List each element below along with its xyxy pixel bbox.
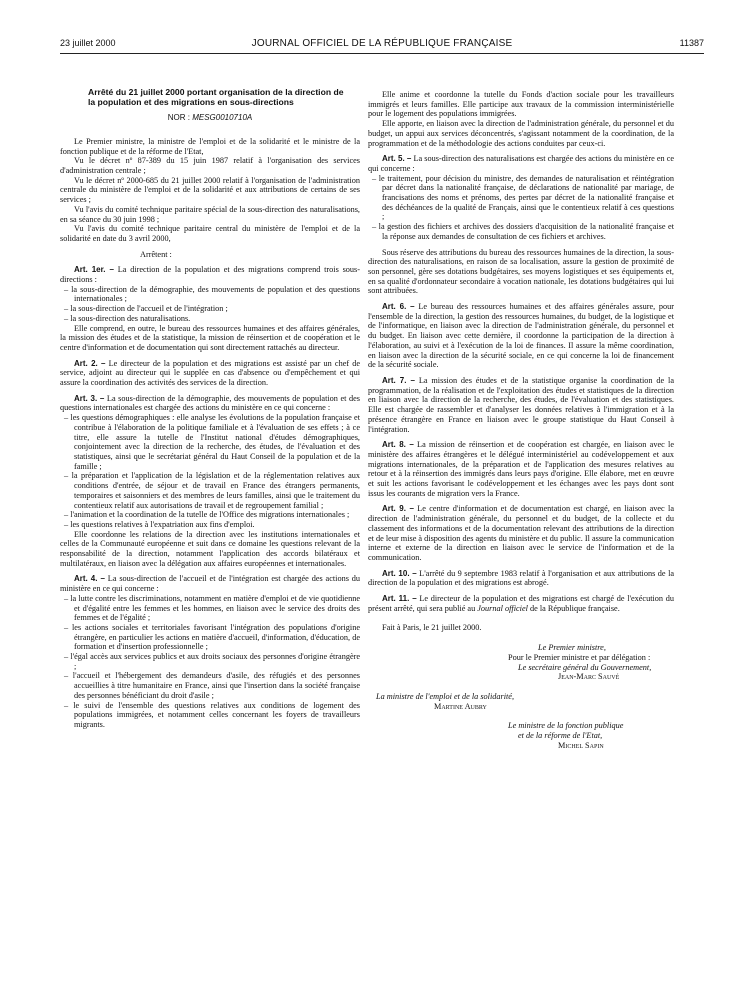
left-column bbox=[60, 88, 360, 730]
header-date: 23 juillet 2000 bbox=[60, 38, 116, 48]
article-11 bbox=[368, 594, 674, 613]
article-label: Art. 6. – bbox=[382, 302, 415, 312]
signatory-name: Michel Sapin bbox=[558, 740, 604, 750]
decree-title: Arrêté du 21 juillet 2000 portant organisation de la direction de la population et des migrations en sous-directions bbox=[88, 87, 344, 107]
article-paragraph: Elle apporte, en liaison avec la direction de l'administration générale, du personnel et du budget, un appui aux services déconcentrés, s'agissant notamment de la coordination, de la programmation et de la méthodologie des actions conduites par ceux-ci. bbox=[368, 119, 674, 148]
article-text: La sous-direction des naturalisations est chargée des actions du ministère en ce qui concerne : bbox=[368, 154, 675, 173]
visa-paragraph: Vu le décret nº 87-389 du 15 juin 1987 relatif à l'organisation des services d'administration centrale ; bbox=[60, 156, 360, 175]
signatory-title: Le Premier ministre, bbox=[538, 643, 606, 653]
signatory-delegation: Pour le Premier ministre et par délégation : bbox=[508, 652, 651, 662]
article-paragraph: Elle comprend, en outre, le bureau des ressources humaines et des affaires générales, la mission des études et de la statistique, la mission de réinsertion et de coopération et le centre d'information et de documentation qui sont directement rattachés au directeur. bbox=[60, 323, 360, 352]
list-item: – la sous-direction des naturalisations. bbox=[60, 314, 360, 324]
article-label: Art. 7. – bbox=[382, 375, 415, 385]
list-item: – les questions relatives à l'expatriation aux fins d'emploi. bbox=[60, 520, 360, 530]
signatory-title: Le secrétaire général du Gouvernement, bbox=[518, 662, 652, 672]
visa-paragraph: Vu le décret nº 2000-685 du 21 juillet 2000 relatif à l'organisation de l'administration centrale du ministère de l'emploi et de la solidarité et aux attributions de certains de ses services ; bbox=[60, 175, 360, 205]
header-page-number: 11387 bbox=[679, 38, 704, 48]
list-item: – l'accueil et l'hébergement des demandeurs d'asile, des réfugiés et des personnes accueillies à titre humanitaire en France, ainsi que l'insertion dans la société française des personnes bénéficiant du droit d'asile ; bbox=[60, 671, 360, 700]
preamble-paragraph: Le Premier ministre, la ministre de l'emploi et de la solidarité et le ministre de la fonction publique et de la réforme de l'Etat, bbox=[60, 136, 360, 156]
article-8 bbox=[368, 440, 674, 498]
signatory-name: Martine Aubry bbox=[434, 701, 487, 711]
article-label: Art. 1er. – bbox=[74, 265, 114, 275]
list-item: – le traitement, pour décision du ministre, des demandes de naturalisation et réintégration par décret dans la nationalité française, de déclarations de nationalité par mariage, de francisations des noms et prénoms, des pertes par décret de la nationalité française et des déchéances de la qualité de Français, ainsi que le contentieux relatif à ces questions ; bbox=[368, 174, 674, 223]
visa-paragraph: Vu l'avis du comité technique paritaire spécial de la sous-direction des naturalisations, en sa séance du 30 juin 1998 ; bbox=[60, 204, 360, 224]
article-2 bbox=[60, 359, 360, 388]
article-text: Le centre d'information et de documentation est chargé, en liaison avec la direction de l'administration générale, du personnel et du budget, de la collecte et du classement des informations et de la documentation relevant des attributions de la direction et de leur mise à disposition des agents du ministère et du public. Il assure la communication interne et externe de la direction en liaison avec le service de l'information et de la communication. bbox=[368, 504, 675, 562]
signatory-title: La ministre de l'emploi et de la solidarité, bbox=[376, 691, 515, 701]
article-text: La sous-direction de la démographie, des mouvements de population et des questions internationales est chargée des actions du ministère en ce qui concerne : bbox=[60, 393, 361, 413]
list-item: – les questions démographiques : elle analyse les évolutions de la population française et contribue à l'élaboration de la politique familiale et à l'évaluation de ses effets ; à ce titre, elle assure la tutelle de l'Institut national d'études démographiques, conjointement avec la direction de la recherche, des études, de l'évaluation et des statistiques, ainsi que le secrétariat général du Haut Conseil de la population et de la famille ; bbox=[60, 413, 360, 471]
article-text: Le bureau des ressources humaines et des affaires générales assure, pour l'ensemble de la direction, la gestion des ressources humaines, du budget, de la logistique et de l'informatique, en liaison avec la direction de l'administration générale, du personnel et du budget. En liaison avec cette dernière, il coordonne la participation de la direction à l'élaboration, au suivi et à l'exécution de la loi de finances. Il assure la même coordination, en liaison avec la direction de la sécurité sociale, en ce qui concerne la loi de financement de la sécurité sociale. bbox=[368, 302, 675, 370]
list-item: – l'animation et la coordination de la tutelle de l'Office des migrations internationales ; bbox=[60, 510, 360, 520]
article-label: Art. 8. – bbox=[382, 440, 414, 450]
signatory-title: et de la réforme de l'Etat, bbox=[518, 731, 603, 741]
list-item: – l'égal accès aux services publics et aux droits sociaux des personnes d'origine étrangère ; bbox=[60, 652, 360, 671]
article-label: Art. 9. – bbox=[382, 504, 414, 514]
article-paragraph: Elle anime et coordonne la tutelle du Fonds d'action sociale pour les travailleurs immigrés et leurs familles. Elle participe aux travaux de la commission interministérielle pour le logement des populations immigrées. bbox=[368, 90, 674, 119]
article-4-list bbox=[60, 594, 360, 730]
list-item: – la préparation et l'application de la législation et de la réglementation relatives aux conditions d'entrée, de séjour et de travail en France des étrangers permanents, temporaires et saisonniers et des membres de leurs familles, ainsi que le traitement du contentieux relatif aux autorisations de travail et de regroupement familial ; bbox=[60, 471, 360, 510]
article-label: Art. 10. – bbox=[382, 568, 417, 578]
article-9 bbox=[368, 504, 674, 562]
article-label: Art. 5. – bbox=[382, 154, 412, 164]
nor-label: NOR : bbox=[167, 113, 190, 123]
list-item: – la gestion des fichiers et archives des dossiers d'acquisition de la nationalité française et la réponse aux demandes de consultation de ces fichiers et archives. bbox=[368, 222, 674, 241]
article-label: Art. 11. – bbox=[382, 594, 417, 604]
journal-officiel-italic: Journal officiel bbox=[477, 603, 528, 613]
article-3-list bbox=[60, 413, 360, 529]
article-10 bbox=[368, 569, 674, 588]
list-item: – la sous-direction de la démographie, des mouvements de population et des questions internationales ; bbox=[60, 285, 360, 304]
article-text: La sous-direction de l'accueil et de l'intégration est chargée des actions du ministère en ce qui concerne : bbox=[60, 574, 361, 594]
article-label: Art. 4. – bbox=[74, 574, 105, 584]
article-text: La mission de réinsertion et de coopération est chargée, en liaison avec le ministère des affaires étrangères et le délégué interministériel au codéveloppement et aux migrations internationales, de la préparation et de l'application des mesures relatives au retour et à la réinsertion des immigrés dans leurs pays d'origine. Elle élabore, met en œuvre et suit les actions favorisant le codéveloppement et les échanges avec les pays dont sont issus les courants de migration vers la France. bbox=[368, 440, 675, 498]
header-rule bbox=[60, 53, 704, 54]
page-header bbox=[60, 38, 704, 52]
article-text: de la République française. bbox=[529, 603, 620, 613]
list-item: – la sous-direction de l'accueil et de l'intégration ; bbox=[60, 304, 360, 314]
signatory-name: Jean-Marc Sauvé bbox=[558, 672, 620, 682]
article-paragraph: Elle coordonne les relations de la direction avec les institutions internationales et celles de la Communauté européenne et suit dans ce domaine les questions relevant de la responsabilité de la direction, notamment l'application des accords bilatéraux et multilatéraux, en liaison avec la délégation aux affaires européennes et internationales. bbox=[60, 529, 360, 568]
article-5 bbox=[368, 154, 674, 173]
article-text: L'arrêté du 9 septembre 1983 relatif à l'organisation et aux attributions de la direction de la population et des migrations est abrogé. bbox=[368, 568, 675, 588]
right-column bbox=[368, 90, 674, 750]
visa-paragraph: Vu l'avis du comité technique paritaire central du ministère de l'emploi et de la solidarité en date du 3 avril 2000, bbox=[60, 224, 360, 243]
list-item: – le suivi de l'ensemble des questions relatives aux conditions de logement des populations immigrées, et notamment celles concernant les foyers de travailleurs migrants. bbox=[60, 701, 360, 730]
article-text: La direction de la population et des migrations comprend trois sous-directions : bbox=[60, 265, 360, 285]
article-6 bbox=[368, 302, 674, 370]
article-1-list bbox=[60, 285, 360, 324]
article-text: La mission des études et de la statistique organise la coordination de la programmation, de la réalisation et de l'exploitation des études et statistiques de la direction en liaison avec la direction de la recherche, des études, de l'évaluation et des statistiques. Elle est chargée de rassembler et d'analyser les données relatives à l'immigration et à la présence étrangère en France en liaison avec le groupe statistique du Haut Conseil à l'intégration. bbox=[368, 375, 675, 434]
article-3 bbox=[60, 394, 360, 413]
arretent-heading: Arrêtent : bbox=[140, 249, 172, 259]
article-label: Art. 3. – bbox=[74, 393, 105, 403]
article-1 bbox=[60, 265, 360, 284]
article-text: Le directeur de la population et des migrations est assisté par un chef de service, adjoint au directeur qui le supplée en cas d'absence ou d'empêchement et qui assure la coordination des activités des services de la direction. bbox=[60, 358, 361, 388]
list-item: – la lutte contre les discriminations, notamment en matière d'emploi et de vie quotidienne et d'égalité entre les femmes et les hommes, en liaison avec le service des droits des femmes et de l'égalité ; bbox=[60, 594, 360, 623]
article-5-list bbox=[368, 174, 674, 242]
signatory-title: Le ministre de la fonction publique bbox=[508, 721, 624, 731]
article-7 bbox=[368, 376, 674, 434]
article-text: Le directeur de la population et des migrations est chargé de l'exécution du présent arrêté, qui sera publié au bbox=[368, 594, 675, 613]
list-item: – les actions sociales et territoriales favorisant l'intégration des populations d'origine étrangère, en particulier les actions en matière d'accueil, d'information, d'éducation, de formation et d'insertion professionnelle ; bbox=[60, 623, 360, 652]
signature-date: Fait à Paris, le 21 juillet 2000. bbox=[382, 623, 482, 633]
header-journal-title: JOURNAL OFFICIEL DE LA RÉPUBLIQUE FRANÇAISE bbox=[251, 38, 513, 49]
article-paragraph: Sous réserve des attributions du bureau des ressources humaines de la direction, la sous-direction des naturalisations, en raison de sa localisation, assure la gestion de proximité de son personnel, gère ses dotations budgétaires, ses moyens logistiques et ses équipements et, en sa qualité d'ordonnateur secondaire à vocation nationale, les dotations budgétaires qui lui sont attribuées. bbox=[368, 247, 674, 296]
article-label: Art. 2. – bbox=[74, 358, 106, 368]
nor-code: MESG0010710A bbox=[192, 113, 253, 123]
nor-reference bbox=[60, 113, 360, 123]
article-4 bbox=[60, 574, 360, 593]
